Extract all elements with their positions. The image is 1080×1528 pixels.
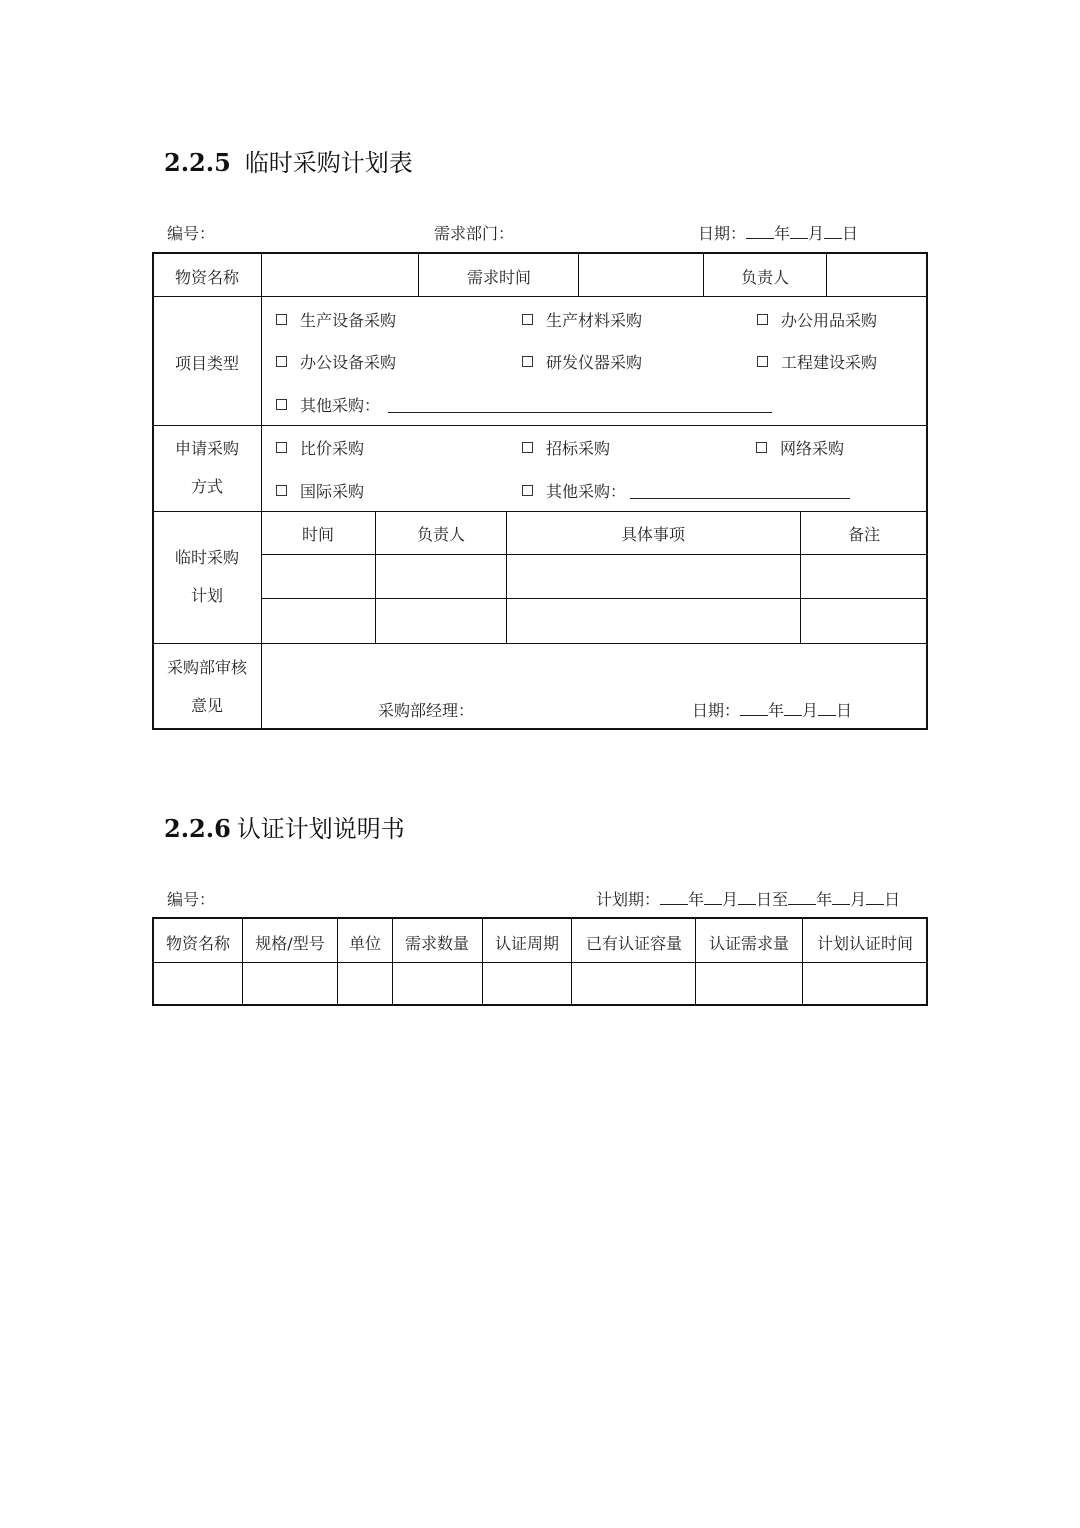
year-blank[interactable] [660,890,688,905]
day-text: 日 [842,224,859,243]
option-international[interactable] [276,479,364,502]
year-blank[interactable] [746,224,774,239]
day-text: 日 [884,890,901,909]
option-online[interactable] [756,436,844,459]
table-border [152,917,928,919]
day-blank[interactable] [738,890,756,905]
material-name-input[interactable] [263,254,417,295]
checkbox-icon [522,442,533,453]
month-blank[interactable] [790,224,808,239]
section-title: 临时采购计划表 [244,149,413,177]
demand-time-label: 需求时间 [466,268,532,287]
option-label: 办公用品采购 [781,311,878,330]
plan-col-time: 时间 [301,525,335,544]
table-border [152,1004,928,1006]
month-text: 月 [850,890,867,909]
section-number: 2.2.5 [164,148,231,177]
option-label: 网络采购 [780,439,845,458]
plan-col-details: 具体事项 [620,525,686,544]
col-spec-model: 规格/型号 [255,934,325,953]
plan-label-2: 计划 [190,586,224,605]
month-blank[interactable] [832,890,850,905]
checkbox-icon [522,485,533,496]
year-text: 年 [768,701,785,720]
option-label: 办公设备采购 [300,353,397,372]
col-divider [578,252,579,297]
option-label: 研发仪器采购 [546,353,643,372]
option-label: 招标采购 [546,439,611,458]
day-blank[interactable] [818,701,836,716]
month-blank[interactable] [704,890,722,905]
option-label: 国际采购 [300,482,365,501]
option-label: 生产设备采购 [300,311,397,330]
col-divider [826,252,827,297]
col-demand-qty: 需求数量 [404,934,470,953]
col-existing-capacity: 已有认证容量 [585,934,683,953]
option-office-supplies[interactable] [757,308,877,331]
option-label: 生产材料采购 [546,311,643,330]
date-label: 日期： [692,701,741,720]
month-blank[interactable] [784,701,802,716]
year-text: 年 [774,224,791,243]
section-heading-226 [164,809,405,844]
table-border [152,728,928,730]
period-label: 计划期： [596,890,661,909]
checkbox-icon [757,356,768,367]
person-input[interactable] [828,254,925,295]
row-divider [152,511,928,512]
table-border [926,252,928,730]
row-divider [152,643,928,644]
plan-period [596,887,900,910]
year-text: 年 [816,890,833,909]
option-production-material[interactable] [522,308,642,331]
row-divider [152,296,928,297]
section-number: 2.2.6 [164,814,231,843]
plan-label-1: 临时采购 [174,548,240,567]
year-blank[interactable] [740,701,768,716]
day-blank[interactable] [866,890,884,905]
col-divider [703,252,704,297]
day-to-text: 日至 [756,890,789,909]
year-text: 年 [688,890,705,909]
plan-col-remark: 备注 [847,525,881,544]
checkbox-icon [276,356,287,367]
option-label: 比价采购 [300,439,365,458]
material-name-label: 物资名称 [174,268,240,287]
option-office-equipment[interactable] [276,350,396,373]
code-label-2: 编号： [167,890,216,909]
col-cert-period: 认证周期 [494,934,560,953]
certification-row-1[interactable] [154,964,926,1004]
checkbox-icon [756,442,767,453]
checkbox-icon [522,356,533,367]
other-project-field[interactable] [388,396,772,413]
checkbox-icon [276,485,287,496]
day-blank[interactable] [824,224,842,239]
col-material-name: 物资名称 [165,934,231,953]
other-method-field[interactable] [630,482,850,499]
manager-label: 采购部经理： [378,701,475,720]
col-divider [261,252,262,730]
review-label-2: 意见 [190,696,224,715]
dept-label: 需求部门： [434,224,515,243]
review-label-1: 采购部审核 [166,658,248,677]
month-text: 月 [808,224,825,243]
row-divider [261,598,928,599]
col-unit: 单位 [348,934,382,953]
checkbox-icon [276,442,287,453]
checkbox-icon [276,399,287,410]
year-blank[interactable] [788,890,816,905]
option-other-method[interactable] [522,479,850,502]
option-label: 其他采购： [546,482,627,501]
header-date [698,221,858,244]
date-label: 日期： [698,224,747,243]
col-divider [418,252,419,297]
option-rd-instrument[interactable] [522,350,642,373]
day-text: 日 [836,701,853,720]
person-label: 负责人 [740,268,790,287]
plan-row-1[interactable] [263,556,925,597]
row-divider [152,425,928,426]
option-other-project[interactable] [276,393,772,416]
demand-time-input[interactable] [580,254,702,295]
checkbox-icon [757,314,768,325]
checkbox-icon [522,314,533,325]
option-label: 工程建设采购 [781,353,878,372]
option-bidding[interactable] [522,436,610,459]
checkbox-icon [276,314,287,325]
month-text: 月 [802,701,819,720]
plan-col-person: 负责人 [416,525,466,544]
section-title: 认证计划说明书 [236,815,405,843]
plan-row-2[interactable] [263,600,925,642]
review-date [692,698,852,721]
option-label: 其他采购： [300,396,381,415]
col-cert-demand: 认证需求量 [708,934,790,953]
table-border [152,252,154,730]
method-label-1: 申请采购 [174,439,240,458]
code-label: 编号： [167,224,216,243]
section-heading-225 [164,143,413,178]
option-production-equipment[interactable] [276,308,396,331]
row-divider [261,554,928,555]
option-engineering[interactable] [757,350,877,373]
option-price-comparison[interactable] [276,436,364,459]
month-text: 月 [722,890,739,909]
method-label-2: 方式 [190,477,224,496]
col-planned-time: 计划认证时间 [816,934,914,953]
row-divider [152,962,928,963]
project-type-label: 项目类型 [174,354,240,373]
